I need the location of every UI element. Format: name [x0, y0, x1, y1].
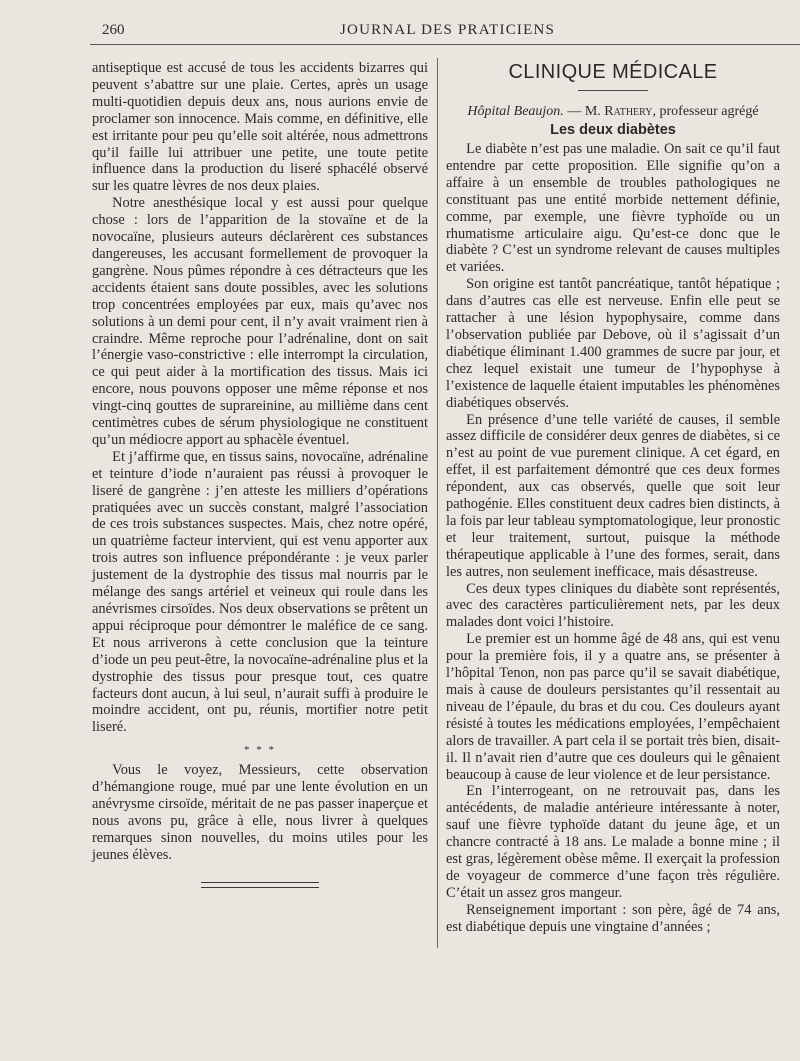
left-column [92, 60, 428, 888]
hospital-name: Hôpital Beaujon. [467, 104, 564, 119]
right-paragraph-5: Le premier est un homme âgé de 48 ans, qui est venu pour la première fois, il y a quatre ans, se présenter à l’hôpital Tenon, non pas parce qu’il se savait diabétique, mais à cause de douleurs persistantes qu’il ressentait au niveau de l’épaule, du bras et du cou. Ces douleurs ayant résisté à toutes les médications employées, l’empêchaient alors de travailler. A part cela il se portait très bien, disait-il. Il n’avait rien d’autre que ces douleurs qui le gênaient beaucoup à cause de leur violence et de leur persistance. [446, 631, 780, 783]
hospital-author-line [446, 103, 780, 120]
right-column [446, 60, 780, 936]
right-paragraph-4: Ces deux types cliniques du diabète sont représentés, avec des caractères particulièrement nets, par les deux malades dont voici l’histoire. [446, 580, 780, 631]
article-title: Les deux diabètes [550, 122, 676, 138]
article-end-rule [201, 882, 319, 888]
header-rule [90, 44, 800, 45]
column-divider [437, 58, 438, 948]
section-title: CLINIQUE MÉDICALE [508, 61, 718, 83]
left-paragraph-1: antiseptique est accusé de tous les accidents bizarres qui peuvent s’abattre sur une plaie. Certes, après un usage multi-quotidien depuis deux ans, nous aurions envie de proclamer son innocence. Mais comme, en définitive, elle est irritante pour peu qu’elle soit altérée, nous admettrons qu’il faille lui attribuer une petite, une toute petite influence dans la production du liseré sphacélé observé sur les quatre lèvres de nos deux plaies. [92, 60, 428, 195]
journal-title: JOURNAL DES PRATICIENS [340, 22, 556, 38]
asterism-separator: * * * [244, 744, 276, 757]
section-title-rule [578, 90, 648, 91]
author-name: Rathery [604, 104, 653, 119]
right-paragraph-1: Le diabète n’est pas une maladie. On sait ce qu’il faut entendre par cette proposition. Elle signifie qu’on a affaire à un ensemble de troubles pathologiques ne constituant pas une entité morbide nettement définie, comme, par exemple, une fièvre typhoïde ou un rhumatisme articulaire aigu. Qu’est-ce donc que le diabète ? C’est un syndrome relevant de causes multiples et variées. [446, 141, 780, 276]
running-head [0, 22, 800, 42]
page-number: 260 [102, 22, 125, 38]
left-paragraph-2: Notre anesthésique local y est aussi pour quelque chose : lors de l’apparition de la stovaïne et de la novocaïne, plusieurs auteurs déclarèrent ces substances dangereuses, les accusant formellement de provoquer la gangrène. Nous pûmes répondre à ces détracteurs que les accidents étaient sans doute possibles, avec les solutions trop concentrées employées par eux, mais qu’avec nos solutions à un demi pour cent, il n’y avait vraiment rien à craindre. Même reproche pour l’adrénaline, dont on sait l’énergie vaso-constrictive : elle interrompt la circulation, ce qui peut aider à la mortification des tissus. Mais ici encore, nous pouvons opposer une même réponse et nos vingt-cinq gouttes de suprareinine, au millième dans cent centimètres cubes de sérum physiologique ne constituent qu’un médiocre apport au sphacèle éventuel. [92, 195, 428, 448]
right-paragraph-7: Renseignement important : son père, âgé de 74 ans, est diabétique depuis une vingtaine d’années ; [446, 901, 780, 935]
left-paragraph-3: Et j’affirme que, en tissus sains, novocaïne, adrénaline et teinture d’iode n’auraient pas réussi à provoquer le liseré de gangrène : j’en atteste les milliers d’opérations pratiquées avec un succès constant, malgré l’association de ces trois substances suspectes. Mais, chez notre opéré, un quatrième facteur intervient, qui est venu apporter aux trois autres son influence prépondérante : je veux parler justement de la dystrophie des tissus mal nourris par le mélange des sangs artériel et veineux qui roule dans les anévrismes cirsoïdes. Nos deux observations se prêtent un appui réciproque pour démontrer le maléfice de ce sang. Et nous arriverons à cette conclusion que la teinture d’iode un peu peut-être, la novocaïne-adrénaline plus et la dystrophie des tissus pour presque tout, ces quatre facteurs dont aucun, à lui seul, n’aurait suffi à produire le moindre accident, ont pu, réunis, mortifier notre petit liseré. [92, 448, 428, 736]
right-paragraph-6: En l’interrogeant, on ne retrouvait pas, dans les antécédents, de maladie antérieure intéressante à noter, sauf une fièvre typhoïde datant du jeune âge, et un chancre contracté à 18 ans. Le malade a bonne mine ; il est gras, légèrement obèse même. Il exerçait la profession de voyageur de commerce d’une façon très régulière. C’était un assez gros mangeur. [446, 783, 780, 901]
right-paragraph-2: Son origine est tantôt pancréatique, tantôt hépatique ; dans d’autres cas elle est nerveuse. Enfin elle peut se rattacher à une lésion hypophysaire, comme dans l’observation publiée par Debove, où il s’agissait d’un diabétique éliminant 1.400 grammes de sucre par jour, et chez lequel existait une tumeur de l’hypophyse à l’existence de laquelle étaient imputables les phénomènes diabétiques observés. [446, 276, 780, 411]
author-prefix: — M. [563, 104, 605, 119]
left-closing-paragraph: Vous le voyez, Messieurs, cette observation d’hémangione rouge, mué par une lente évolution en un anévrysme cirsoïde, méritait de ne pas passer inaperçue et nous avons pu, grâce à elle, nous livrer à quelques remarques sinon nouvelles, du moins utiles pour les jeunes élèves. [92, 762, 428, 863]
right-paragraph-3: En présence d’une telle variété de causes, il semble assez difficile de considérer deux genres de diabètes, si ce n’est au point de vue purement clinique. A cet égard, en effet, il est parfaitement démontré que ces deux formes répondent, aux cas observés, quelle que soit leur pathogénie. Elles constituent deux cadres bien distincts, à la fois par leur tableau symptomatologique, leur pronostic et leur traitement, surtout, puisque la méthode thérapeutique applicable à l’une des formes, serait, dans les autres, non seulement inefficace, mais désastreuse. [446, 411, 780, 580]
author-role: , professeur agrégé [652, 104, 759, 119]
